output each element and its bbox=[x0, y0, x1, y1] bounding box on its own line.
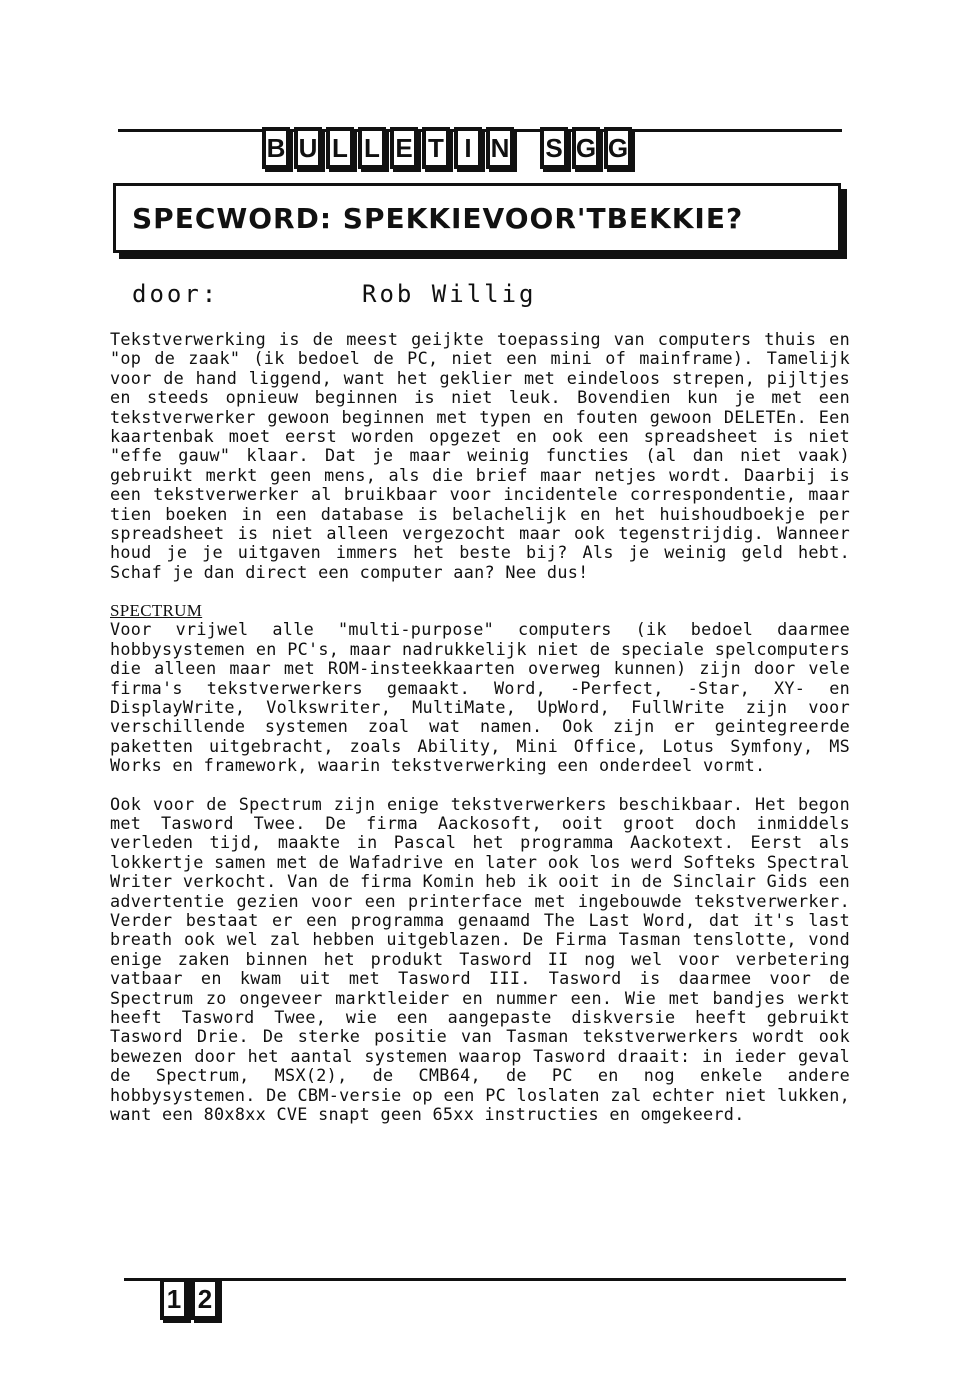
masthead-letter: G bbox=[604, 127, 632, 169]
masthead-letter: S bbox=[540, 127, 568, 169]
masthead-letter: T bbox=[422, 127, 450, 169]
section-heading: SPECTRUM bbox=[110, 601, 203, 621]
paragraph: Voor vrijwel alle "multi-purpose" computers (ik bedoel daarmee hobbysystemen en PC's, maar nadrukkelijk niet de speciale spelcomputers die alleen maar met ROM-insteekkaarten overweg kunnen) zijn door vele firma's tekstverwerkers gemaakt. Word, -Perfect, -Star, XY- en DisplayWrite, Volkswriter, MultiMate, UpWord, FullWrite zijn voor verschillende systemen zoal wat namen. Ook zijn er geintegreerde paketten uitgebracht, zoals Ability, Mini Office, Lotus Symfony, MS Works en framework, waarin tekstverwerking een onderdeel vormt. bbox=[110, 619, 850, 776]
paragraph: Ook voor de Spectrum zijn enige tekstverwerkers beschikbaar. Het begon met Tasword Twee. De firma Aackosoft, ooit groot doch inmiddels verleden tijd, maakte in Pascal het programma Aackotext. Eerst als lokkertje samen met de Wafadrive en later ook los werd Softeks Spectral Writer verkocht. Van de firma Komin heb ik ooit in de Sinclair Gids een advertentie gezien voor een printerface met ingebouwde tekstverwerker. Verder bestaat er een programma genaamd The Last Word, dat it's last breath ook wel zal hebben uitgeblazen. De Firma Tasman tenslotte, vond enige zaken binnen het produkt Tasword II nog wel voor verbetering vatbaar en kwam uit met Tasword III. Tasword is daarmee voor de Spectrum zo ongeveer marktleider en nummer een. Wie met bandjes werkt heeft Tasword Twee, wie een aangepaste diskversie heeft gebruikt Tasword Drie. De sterke positie van Tasman tekstverwerkers wordt ook bewezen door het aantal systemen waarop Tasword draait: in ieder geval de Spectrum, MSX(2), de CMB64, de PC en nog enkele andere hobbysystemen. De CBM-versie op een PC loslaten zal echter niet lukken, want een 80x8xx CVE snapt geen 65xx instructies en omgekeerd. bbox=[110, 793, 850, 1125]
masthead-letter: G bbox=[572, 127, 600, 169]
masthead-letter: U bbox=[294, 127, 322, 169]
masthead-letter: B bbox=[262, 127, 290, 169]
bulletin-masthead bbox=[262, 127, 636, 169]
author-line bbox=[132, 280, 537, 308]
page-number bbox=[160, 1278, 222, 1320]
article-body bbox=[110, 330, 850, 1124]
masthead-letter: I bbox=[454, 127, 482, 169]
author-label: door: bbox=[132, 280, 220, 308]
author-name: Rob Willig bbox=[362, 280, 537, 308]
page-number-digit: 1 bbox=[160, 1278, 188, 1320]
masthead-letter: L bbox=[358, 127, 386, 169]
article-title-banner bbox=[113, 183, 841, 253]
page-number-digit: 2 bbox=[191, 1278, 219, 1320]
paragraph: Tekstverwerking is de meest geijkte toepassing van computers thuis en "op de zaak" (ik bedoel de PC, niet een mini of mainframe). Tamelijk voor de hand liggend, want het geklier met eindeloos strepen, pijltjes en steeds opnieuw beginnen is niet leuk. Bovendien kun je met een tekstverwerker gewoon beginnen met typen en fouten gewoon DELETEn. Een kaartenbak moet eerst worden opgezet en ook een spreadsheet is niet "effe gauw" klaar. Dat je maar weinig functies (al dan niet vaak) gebruikt merkt geen mens, als die brief maar netjes wordt. Daarbij is een tekstverwerker al bruikbaar voor incidentele correspondentie, maar tien boeken in een database is belachelijk en het huishoudboekje per spreadsheet is niet alleen vergezocht maar ook tegenstrijdig. Wanneer houd je je uitgaven immers het beste bij? Als je weinig geld hebt. Schaf je dan direct een computer aan? Nee dus! bbox=[110, 329, 850, 582]
masthead-letter: E bbox=[390, 127, 418, 169]
masthead-letter: L bbox=[326, 127, 354, 169]
article-title: SPECWORD: SPEKKIEVOOR'TBEKKIE? bbox=[132, 201, 744, 235]
masthead-letter: N bbox=[486, 127, 514, 169]
footer-rule bbox=[124, 1278, 846, 1281]
